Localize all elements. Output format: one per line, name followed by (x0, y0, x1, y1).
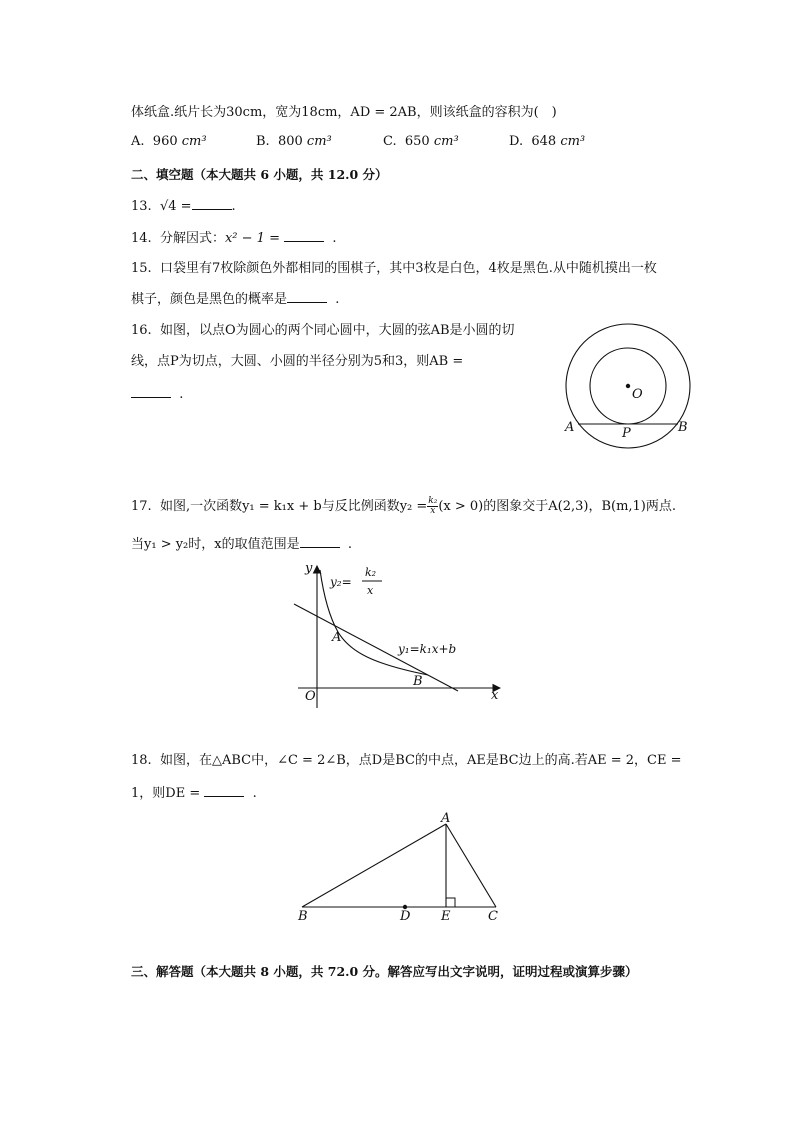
q17-curve-label-denominator: x (367, 584, 374, 597)
q13: 13. √4 = . (131, 199, 236, 214)
q18-label-d: D (400, 909, 411, 924)
q17-point-b-label: B (413, 674, 423, 689)
q18-answer-blank (204, 784, 244, 797)
q15-answer-blank (287, 290, 327, 303)
q17-function-graph-figure (288, 558, 508, 713)
q12-option-a: A. 960 cm³ (131, 134, 207, 149)
q18-label-a: A (441, 811, 451, 826)
q16-line2: 线，点P为切点，大圆、小圆的半径分别为5和3，则AB = (131, 354, 464, 369)
q14-answer-blank (284, 229, 324, 242)
q16-label-b: B (678, 420, 688, 435)
q12-text: 体纸盒.纸片长为30cm，宽为18cm，AD = 2AB，则该纸盒的容积为( ) (131, 105, 557, 120)
q17-point-a-label: A (332, 630, 342, 645)
q16-label-a: A (565, 420, 575, 435)
q12-option-d: D. 648 cm³ (509, 134, 586, 149)
q16-line1: 16. 如图，以点O为圆心的两个同心圆中，大圆的弦AB是小圆的切 (131, 323, 515, 338)
q15-line1: 15. 口袋里有7枚除颜色外都相同的围棋子，其中3枚是白色，4枚是黑色.从中随机摸出一枚 (131, 261, 657, 276)
q17-x-axis-label: x (491, 688, 499, 703)
q17-curve-label-numerator: k₂ (365, 566, 377, 579)
section-2-title: 二、填空题（本大题共 6 小题，共 12.0 分） (131, 167, 388, 182)
q18-right-angle-mark (446, 898, 455, 907)
q16-label-o: O (632, 387, 643, 402)
q17-y-axis-label: y (305, 561, 313, 576)
section-3-title: 三、解答题（本大题共 8 小题，共 72.0 分。解答应写出文字说明，证明过程或演算步骤） (131, 964, 638, 979)
q17-answer-blank (300, 535, 340, 548)
q14: 14. 分解因式：x² − 1 = . (131, 231, 337, 246)
q17-fraction: $\frac{\text{k₂}}{x}$ (428, 496, 438, 516)
q12-option-c: C. 650 cm³ (383, 134, 459, 149)
q17-origin-label: O (305, 689, 316, 704)
q16-concentric-circles-figure (560, 318, 700, 458)
q13-answer-blank (192, 197, 232, 210)
q17-line-label: y₁=k₁x+b (398, 642, 457, 656)
q18-triangle-figure (290, 806, 510, 926)
q18-label-e: E (441, 909, 451, 924)
q18-line1: 18. 如图，在△ABC中，∠C = 2∠B，点D是BC的中点，AE是BC边上的高.若AE = 2，CE = (131, 753, 682, 768)
q17-curve-label: y₂= (330, 575, 352, 589)
q16-label-p: P (622, 426, 631, 441)
q16-line3: . (131, 385, 183, 404)
q18-side-ab (302, 824, 446, 907)
q18-side-ac (446, 824, 496, 907)
q16-center-point (626, 384, 630, 388)
q18-label-b: B (298, 909, 308, 924)
q18-label-c: C (488, 909, 498, 924)
q17-line2: 当y₁ > y₂时，x的取值范围是 . (131, 537, 353, 552)
q12-option-b: B. 800 cm³ (256, 134, 332, 149)
q15-line2: 棋子，颜色是黑色的概率是 . (131, 292, 340, 307)
q18-line2: 1，则DE = . (131, 786, 257, 801)
q16-answer-blank (131, 385, 171, 398)
q17-line1: 17. 如图,一次函数y₁ = k₁x + b与反比例函数y₂ = $\frac{\text{k₂}}{x}$ (x > 0)的图象交于A(2,3)，B(m,1)两点. (131, 496, 677, 516)
